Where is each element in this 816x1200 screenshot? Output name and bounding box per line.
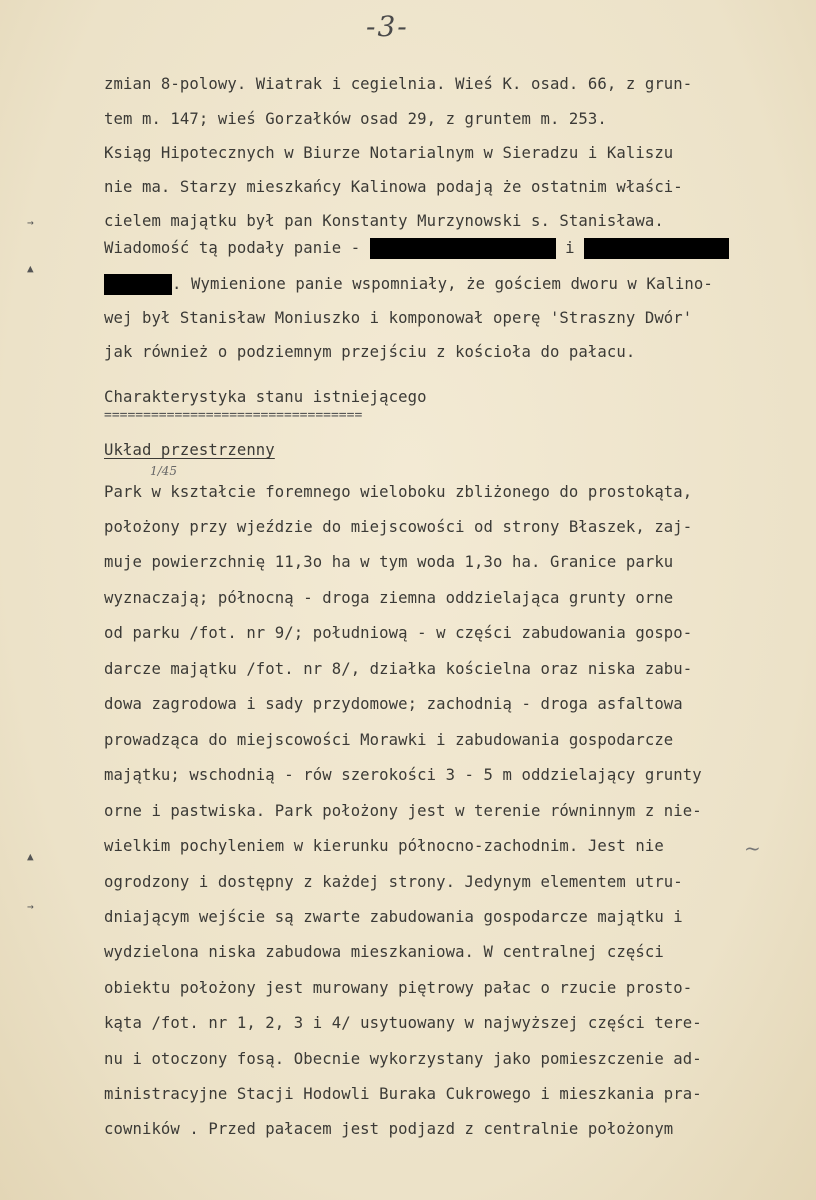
- margin-mark: →: [27, 216, 34, 229]
- redaction-block: [584, 238, 729, 259]
- section-heading: Charakterystyka stanu istniejącego: [104, 388, 427, 406]
- text-line: wielkim pochyleniem w kierunku północno-zachodnim. Jest nie: [104, 837, 664, 855]
- heading-rule: =================================: [104, 408, 363, 423]
- text-line: cowników . Przed pałacem jest podjazd z centralnie położonym: [104, 1120, 674, 1138]
- page-number: -3-: [366, 10, 409, 43]
- text-line: dowa zagrodowa i sady przydomowe; zachodnią - droga asfaltowa: [104, 695, 683, 713]
- handwritten-note: 1/45: [150, 464, 177, 478]
- pencil-mark: ~: [744, 836, 761, 860]
- text-line: Ksiąg Hipotecznych w Biurze Notarialnym w Sieradzu i Kaliszu: [104, 144, 674, 162]
- text-line: majątku; wschodnią - rów szerokości 3 - 5 m oddzielający grunty: [104, 766, 702, 784]
- text-line: ministracyjne Stacji Hodowli Buraka Cukrowego i mieszkania pra-: [104, 1085, 702, 1103]
- text-line: zmian 8-polowy. Wiatrak i cegielnia. Wieś K. osad. 66, z grun-: [104, 75, 693, 93]
- text-line: wydzielona niska zabudowa mieszkaniowa. W centralnej części: [104, 943, 664, 961]
- text-line: położony przy wjeździe do miejscowości od strony Błaszek, zaj-: [104, 518, 693, 536]
- redaction-block: [370, 238, 556, 259]
- margin-mark: →: [27, 900, 34, 913]
- text-line: orne i pastwiska. Park położony jest w terenie równinnym z nie-: [104, 802, 702, 820]
- text-line: nie ma. Starzy mieszkańcy Kalinowa podają że ostatnim właści-: [104, 178, 683, 196]
- text-line: cielem majątku był pan Konstanty Murzynowski s. Stanisława.: [104, 212, 664, 230]
- text-fragment: . Wymienione panie wspomniały, że gościem dworu w Kalino-: [172, 275, 713, 293]
- text-line-redacted: [104, 274, 784, 295]
- text-line: wyznaczają; północną - droga ziemna oddzielająca grunty orne: [104, 589, 674, 607]
- redaction-block: [104, 274, 172, 295]
- text-fragment: Wiadomość tą podały panie -: [104, 239, 370, 257]
- text-line: ogrodzony i dostępny z każdej strony. Jedynym elementem utru-: [104, 873, 683, 891]
- text-line: dniającym wejście są zwarte zabudowania gospodarcze majątku i: [104, 908, 683, 926]
- text-line: Park w kształcie foremnego wieloboku zbliżonego do prostokąta,: [104, 483, 693, 501]
- text-line: od parku /fot. nr 9/; południową - w części zabudowania gospo-: [104, 624, 693, 642]
- text-line: darcze majątku /fot. nr 8/, działka kościelna oraz niska zabu-: [104, 660, 693, 678]
- text-line: muje powierzchnię 11,3o ha w tym woda 1,3o ha. Granice parku: [104, 553, 674, 571]
- text-line: tem m. 147; wieś Gorzałków osad 29, z gruntem m. 253.: [104, 110, 607, 128]
- margin-mark: ▲: [27, 262, 34, 275]
- text-fragment: i: [555, 239, 585, 257]
- text-line: obiektu położony jest murowany piętrowy pałac o rzucie prosto-: [104, 979, 693, 997]
- margin-mark: ▲: [27, 850, 34, 863]
- text-line: prowadząca do miejscowości Morawki i zabudowania gospodarcze: [104, 731, 674, 749]
- text-line: kąta /fot. nr 1, 2, 3 i 4/ usytuowany w najwyższej części tere-: [104, 1014, 702, 1032]
- text-line-redacted: [104, 238, 784, 259]
- text-line: wej był Stanisław Moniuszko i komponował operę 'Straszny Dwór': [104, 309, 693, 327]
- text-line: nu i otoczony fosą. Obecnie wykorzystany jako pomieszczenie ad-: [104, 1050, 702, 1068]
- text-line: jak również o podziemnym przejściu z kościoła do pałacu.: [104, 343, 636, 361]
- subsection-heading: Układ przestrzenny: [104, 441, 275, 459]
